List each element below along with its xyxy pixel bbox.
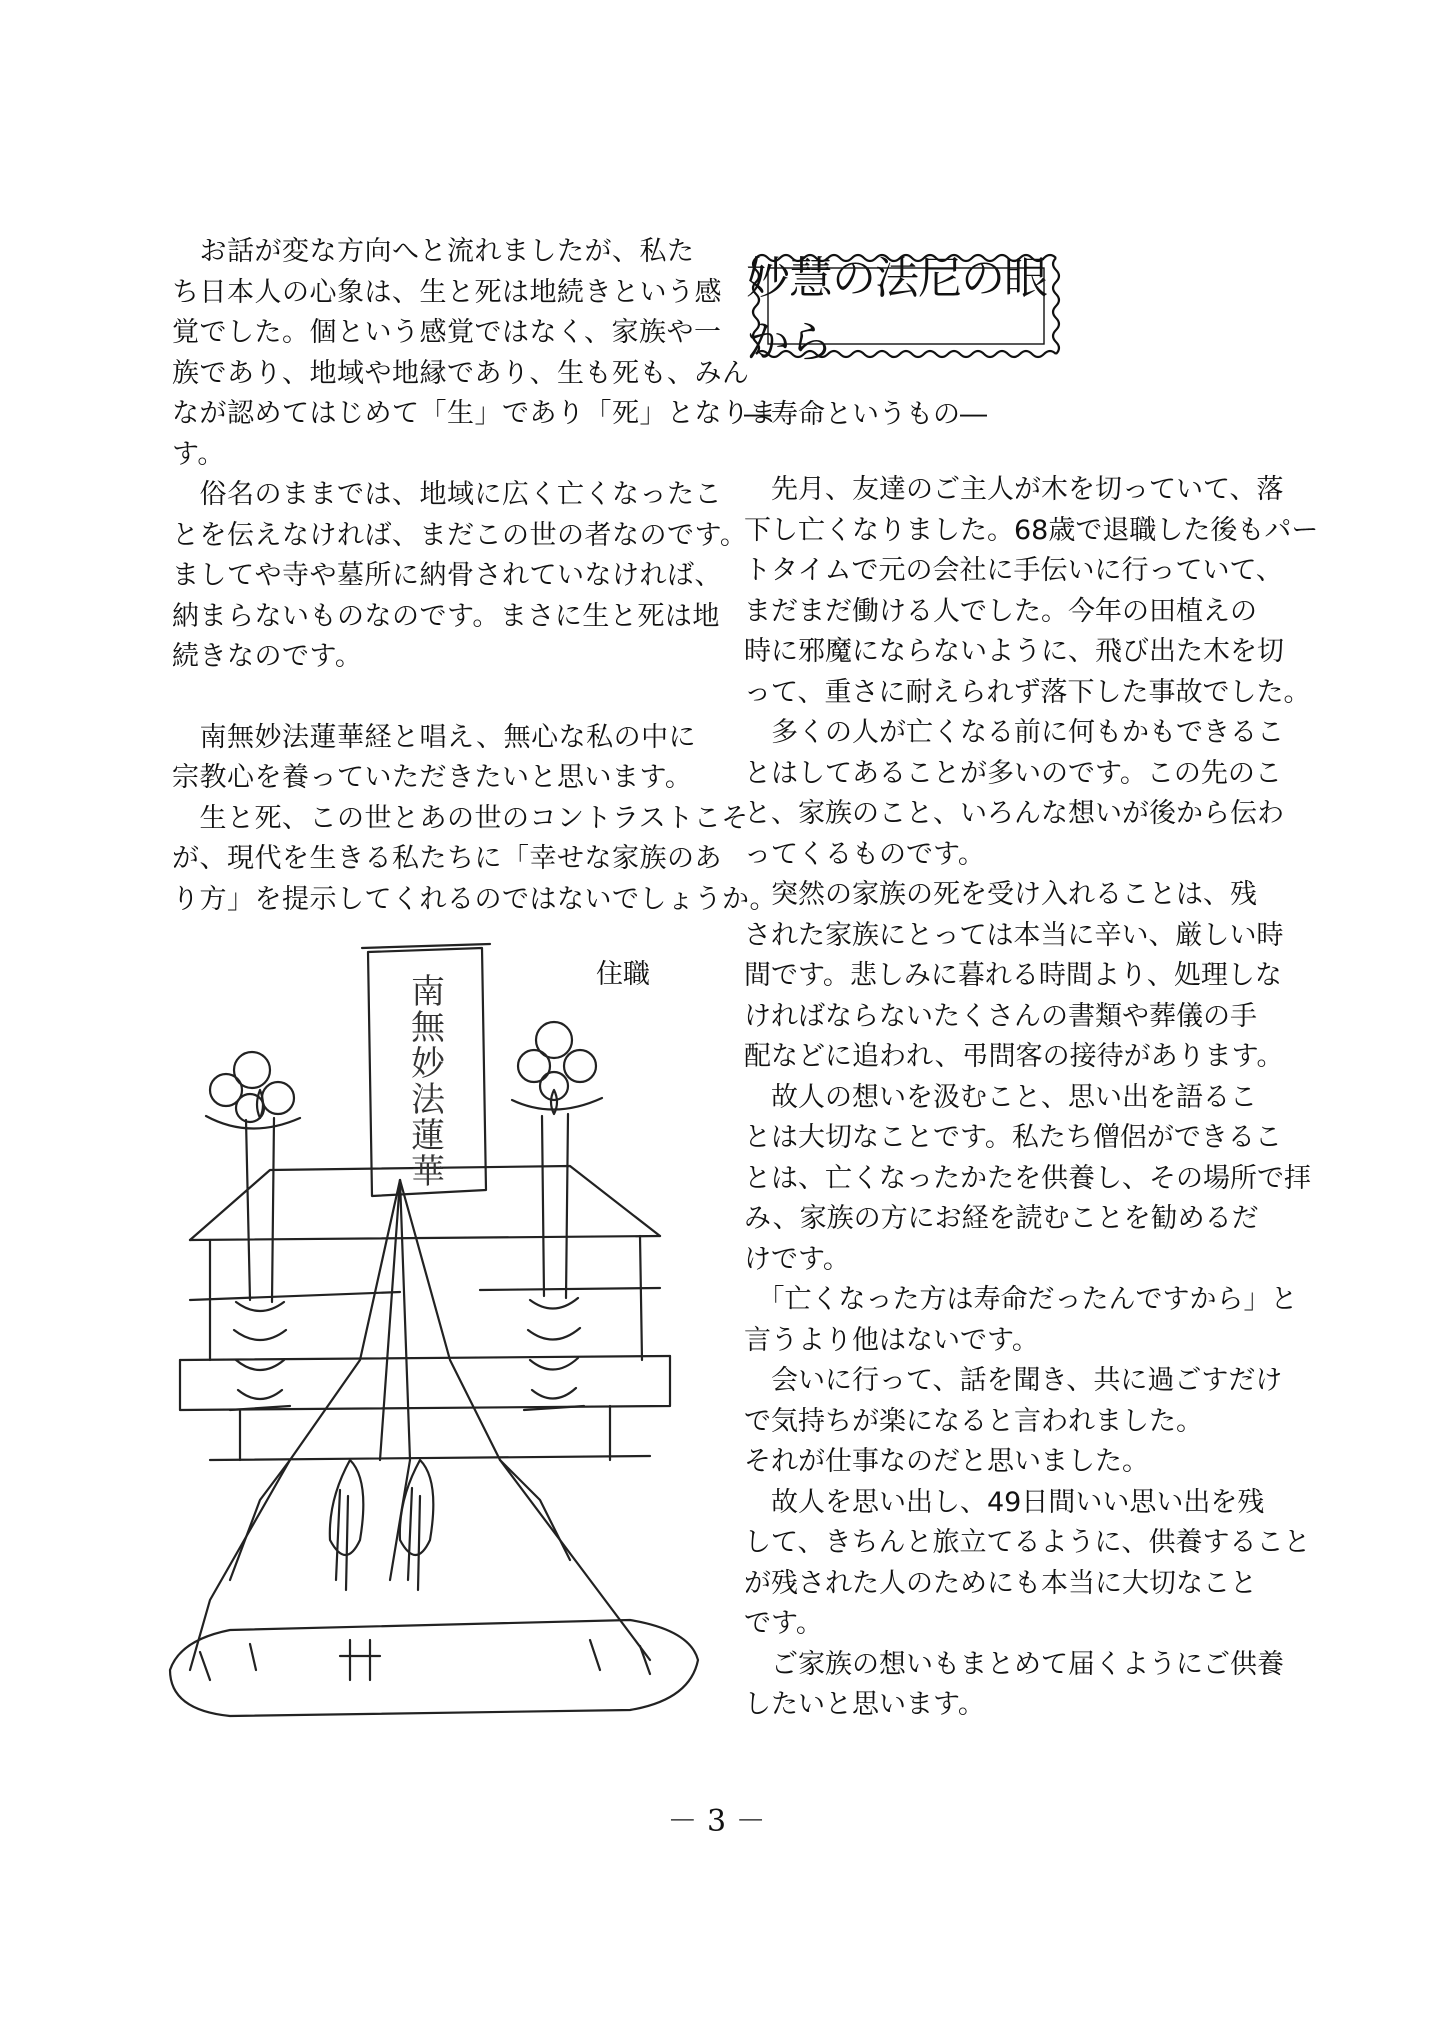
text-line: なが認めてはじめて「生」であり「死」となりま xyxy=(172,398,777,429)
text-line: り方」を提示してくれるのではないでしょうか。 xyxy=(172,883,777,915)
text-line: 「亡くなった方は寿命だったんですから」と xyxy=(744,1284,1298,1315)
paragraph-4 xyxy=(172,799,777,921)
text-line: です。 xyxy=(744,1608,823,1639)
text-line: 時に邪魔にならないように、飛び出た木を切 xyxy=(744,636,1284,667)
text-line: す。 xyxy=(172,438,225,470)
text-line: と、家族のこと、いろんな想いが後から伝わ xyxy=(744,798,1284,829)
text-line: ち日本人の心象は、生と死は地続きという感 xyxy=(172,276,722,308)
text-line: ましてや寺や墓所に納骨されていなければ、 xyxy=(172,560,722,591)
text-line: された家族にとっては本当に辛い、厳しい時 xyxy=(744,919,1284,951)
scroll-character: 華 xyxy=(411,1152,445,1192)
text-line: み、家族の方にお経を読むことを勧めるだ xyxy=(744,1203,1259,1234)
text-line: ってくるものです。 xyxy=(744,838,985,870)
text-line: とはしてあることが多いのです。この先のこ xyxy=(744,757,1282,789)
scroll-character: 妙 xyxy=(411,1044,445,1084)
text-line: まだまだ働ける人でした。今年の田植えの xyxy=(744,595,1257,627)
text-line: とは、亡くなったかたを供養し、その場所で拝 xyxy=(744,1162,1311,1194)
text-line: が、現代を生きる私たちに「幸せな家族のあ xyxy=(172,843,722,874)
page-number: － 3 － xyxy=(667,1804,766,1839)
altar-with-monk-sketch-icon xyxy=(150,940,710,1720)
scroll-character: 無 xyxy=(411,1008,445,1048)
author-signature: 住職 xyxy=(596,959,650,990)
scroll-text xyxy=(388,974,468,1190)
text-line: ご家族の想いもまとめて届くようにご供養 xyxy=(744,1648,1284,1680)
scroll-character: 南 xyxy=(411,972,445,1012)
text-line: 言うより他はないです。 xyxy=(744,1324,1039,1356)
text-line: って、重さに耐えられず落下した事故でした。 xyxy=(744,676,1311,708)
text-line: したいと思います。 xyxy=(744,1689,985,1720)
text-line: 故人を思い出し、49日間いい思い出を残 xyxy=(744,1486,1265,1518)
text-line: ければならないたくさんの書類や葬儀の手 xyxy=(744,1000,1257,1032)
text-line: 突然の家族の死を受け入れることは、残 xyxy=(744,879,1257,910)
text-line: 下し亡くなりました。68歳で退職した後もパー xyxy=(744,514,1319,546)
left-column xyxy=(172,232,777,920)
text-line: 続きなのです。 xyxy=(172,641,363,672)
subtitle: ―寿命というもの― xyxy=(744,399,987,430)
paragraph-2 xyxy=(172,475,748,678)
text-line: 先月、友達のご主人が木を切っていて、落 xyxy=(744,474,1284,505)
text-line: が残された人のためにも本当に大切なこと xyxy=(744,1567,1257,1599)
scroll-character: 法 xyxy=(411,1080,445,1120)
text-line: 俗名のままでは、地域に広く亡くなったこ xyxy=(172,479,722,510)
text-line: とを伝えなければ、まだこの世の者なのです。 xyxy=(172,519,748,551)
text-line: して、きちんと旅立てるように、供養すること xyxy=(744,1527,1311,1558)
text-line: 生と死、この世とあの世のコントラストこそ xyxy=(172,802,749,834)
paragraph-gap xyxy=(172,678,717,718)
text-line: 南無妙法蓮華経と唱え、無心な私の中に xyxy=(172,721,697,753)
text-line: それが仕事なのだと思いました。 xyxy=(744,1446,1149,1477)
text-line: で気持ちが楽になると言われました。 xyxy=(744,1405,1203,1437)
text-line: 族であり、地域や地縁であり、生も死も、みん xyxy=(172,357,750,389)
text-line: お話が変な方向へと流れましたが、私た xyxy=(172,236,695,267)
column-title-box xyxy=(746,246,1066,366)
column-title: 妙慧の法尼の眼から xyxy=(746,253,1047,368)
paragraph-3 xyxy=(172,718,717,799)
text-line: 配などに追われ、弔問客の接待があります。 xyxy=(744,1041,1284,1072)
scroll-character: 蓮 xyxy=(411,1116,445,1156)
text-line: 宗教心を養っていただきたいと思います。 xyxy=(172,762,693,793)
text-line: 覚でした。個という感覚ではなく、家族や一 xyxy=(172,317,722,348)
text-line: 会いに行って、話を聞き、共に過ごすだけ xyxy=(744,1365,1283,1396)
text-line: 故人の想いを汲むこと、思い出を語るこ xyxy=(744,1081,1257,1113)
text-line: とは大切なことです。私たち僧侶ができるこ xyxy=(744,1122,1282,1153)
text-line: トタイムで元の会社に手伝いに行っていて、 xyxy=(744,555,1283,586)
paragraph-1 xyxy=(172,232,777,475)
text-line: 納まらないものなのです。まさに生と死は地 xyxy=(172,600,720,632)
right-column-body xyxy=(744,470,1319,1726)
text-line: 多くの人が亡くなる前に何もかもできるこ xyxy=(744,717,1284,748)
text-line: 間です。悲しみに暮れる時間より、処理しな xyxy=(744,960,1282,991)
text-line: けです。 xyxy=(744,1243,850,1275)
